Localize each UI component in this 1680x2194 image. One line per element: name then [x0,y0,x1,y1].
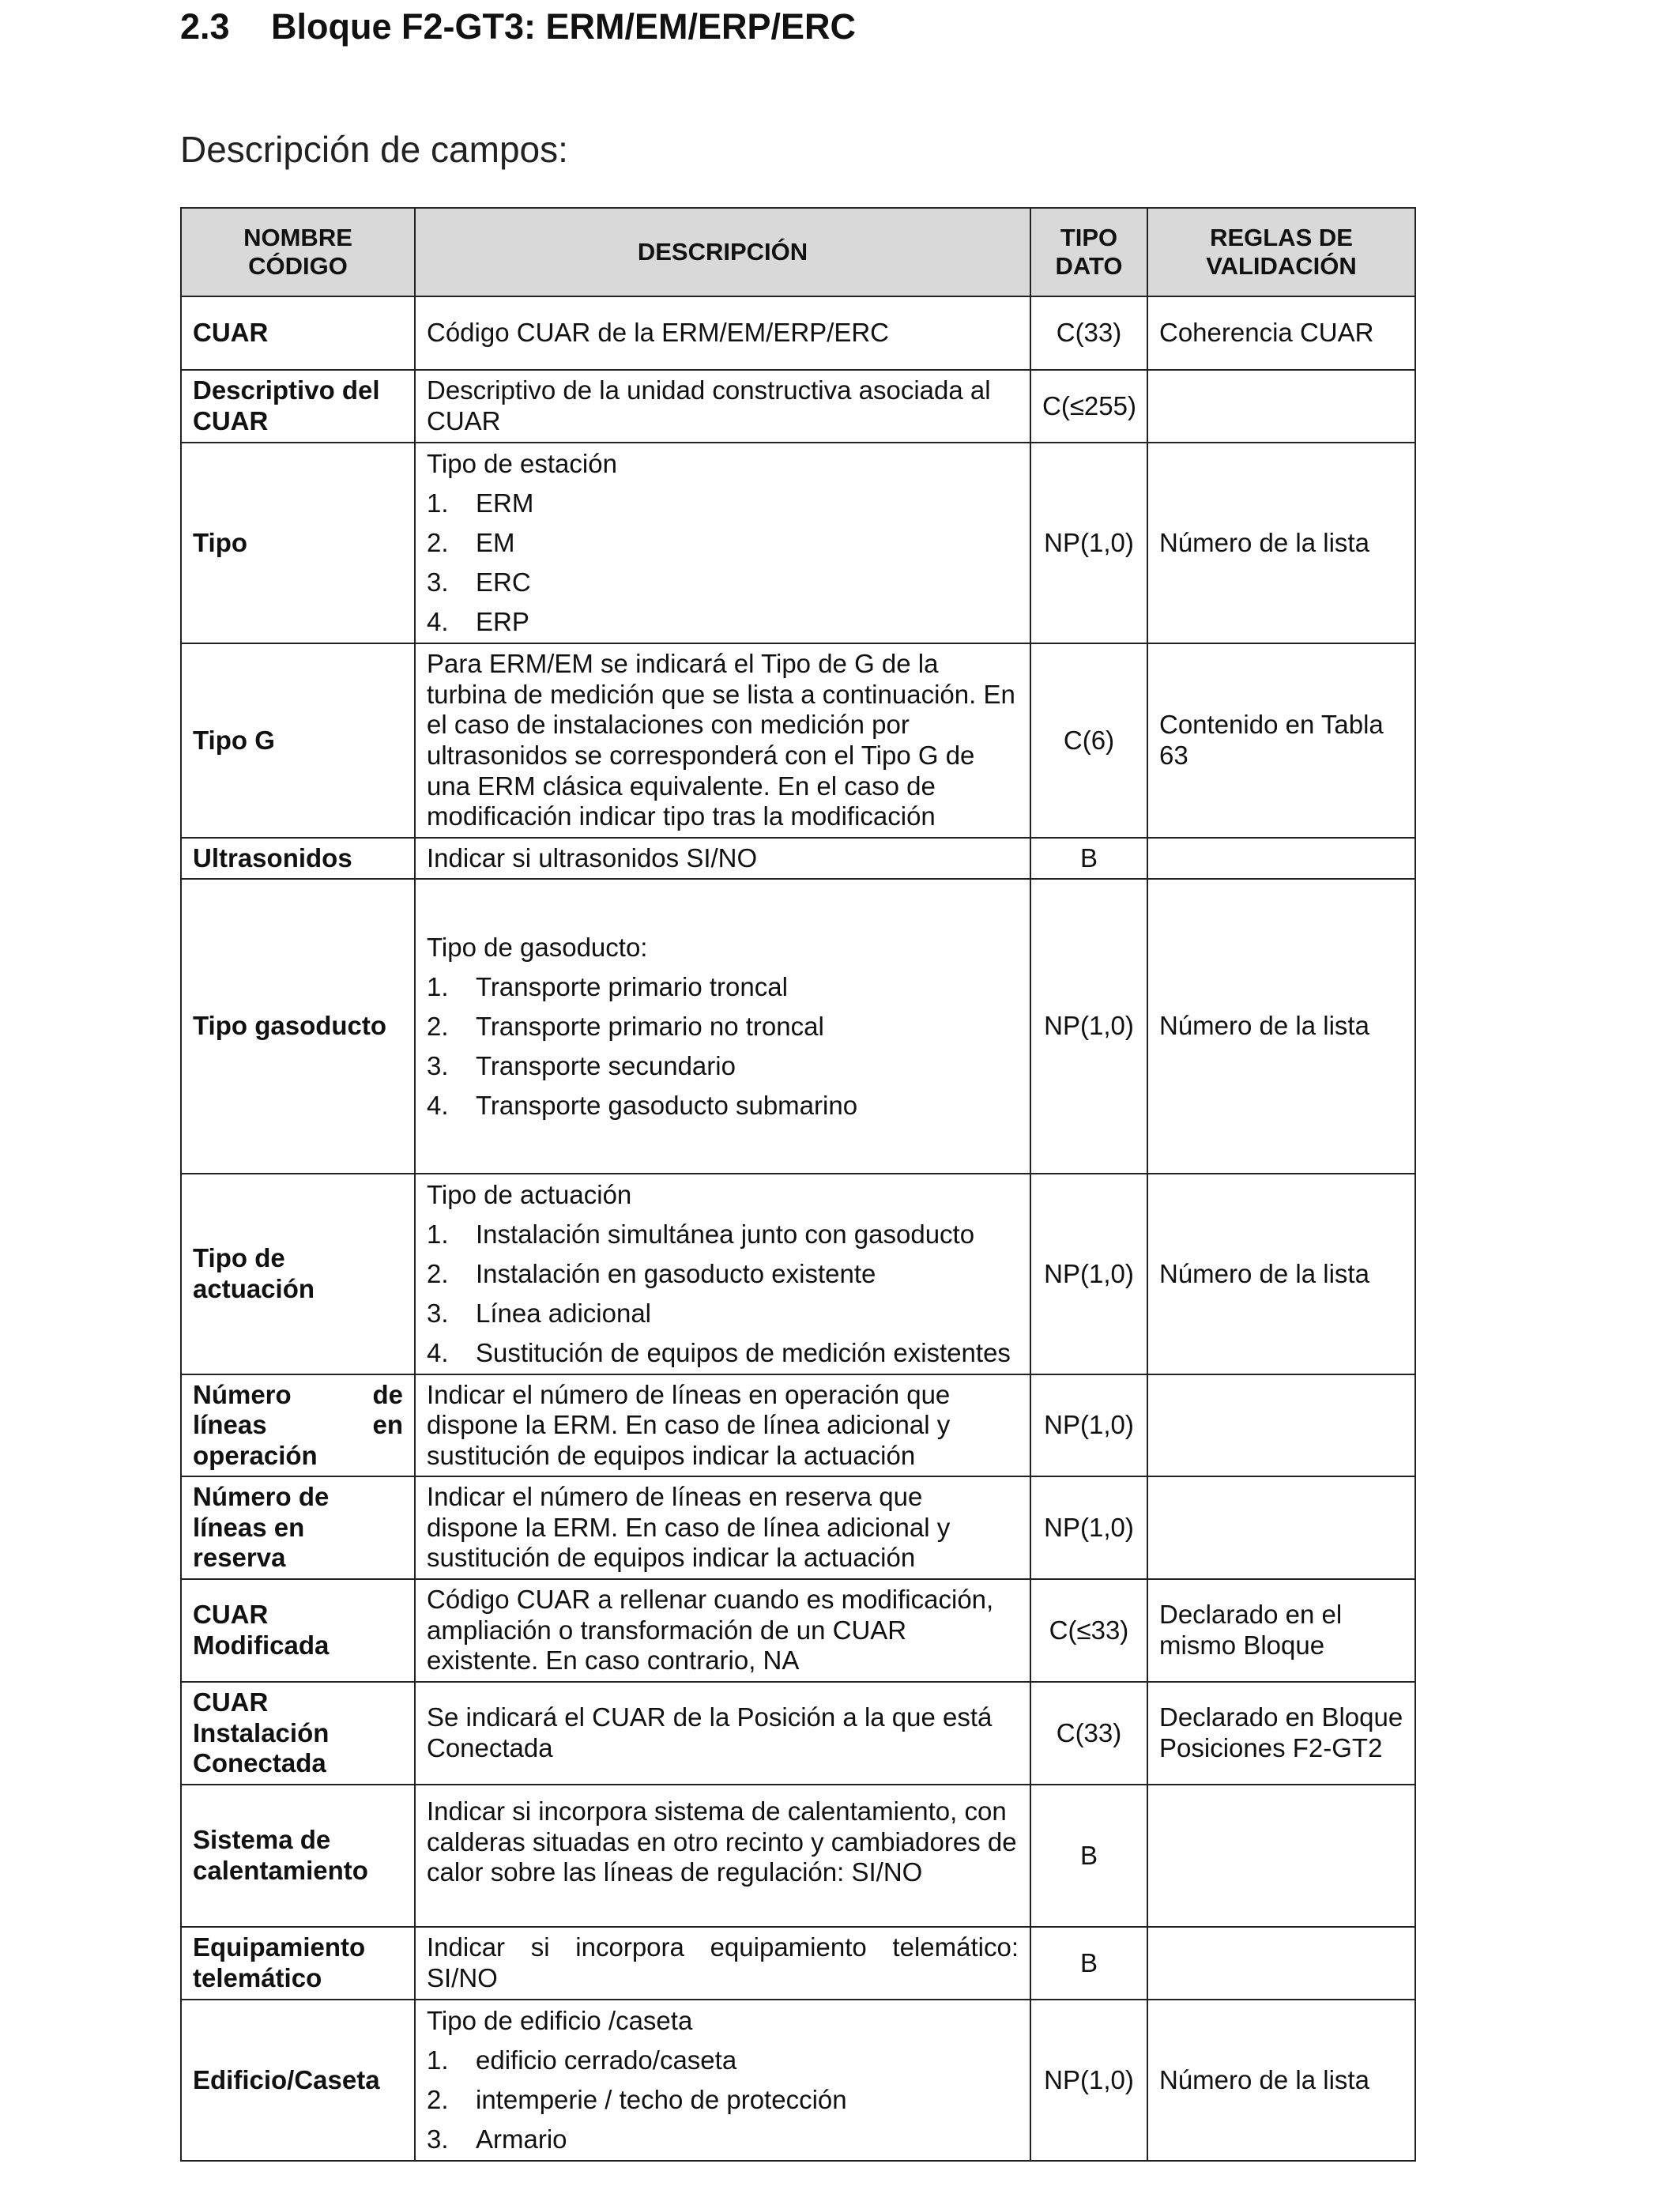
fields-subtitle: Descripción de campos: [180,129,568,170]
field-rules [1147,1927,1415,2000]
field-rules [1147,1476,1415,1579]
options-list [427,967,1019,1125]
field-rules: Contenido en Tabla 63 [1147,643,1415,838]
list-item: 1. edificio cerrado/caseta [427,2045,737,2075]
field-rules [1147,1374,1415,1476]
table-row [181,879,1415,1174]
list-item: 1. Instalación simultánea junto con gasoducto [427,1220,975,1249]
header-row [181,208,1415,296]
field-name: Tipo de actuación [181,1174,415,1374]
field-rules: Declarado en Bloque Posiciones F2-GT2 [1147,1682,1415,1785]
field-type: B [1030,1785,1147,1927]
table-row [181,1174,1415,1374]
field-type: C(6) [1030,643,1147,838]
header-type: TIPO DATO [1030,208,1147,296]
field-name: Número de líneas en reserva [181,1476,415,1579]
options-list [427,2041,1019,2159]
table-row [181,2000,1415,2161]
field-rules: Número de la lista [1147,1174,1415,1374]
field-description: Indicar si incorpora sistema de calentamiento, con calderas situadas en otro recinto y cambiadores de calor sobre las líneas de regulación: SI/NO [415,1785,1030,1927]
field-type: C(≤255) [1030,370,1147,443]
field-description: Indicar el número de líneas en operación que dispone la ERM. En caso de línea adicional y sustitución de equipos indicar la actuación [415,1374,1030,1476]
section-heading [180,6,856,47]
header-name: NOMBRE CÓDIGO [181,208,415,296]
field-name: Número de líneas en operación [181,1374,415,1476]
header-description: DESCRIPCIÓN [415,208,1030,296]
options-list [427,484,1019,642]
list-intro: Tipo de gasoducto: [427,932,648,962]
list-item: 3. Línea adicional [427,1299,652,1328]
list-item: 3. Transporte secundario [427,1050,736,1080]
list-item: 2. Transporte primario no troncal [427,1011,824,1041]
field-name: Tipo G [181,643,415,838]
list-item: 4. Sustitución de equipos de medición existentes [427,1338,1011,1367]
list-item: 2. EM [427,528,515,557]
table-row [181,296,1415,370]
field-rules: Número de la lista [1147,879,1415,1174]
field-name: Ultrasonidos [181,838,415,879]
field-description: Indicar si ultrasonidos SI/NO [415,838,1030,879]
field-rules [1147,838,1415,879]
table-row [181,443,1415,643]
field-description: Se indicará el CUAR de la Posición a la que está Conectada [415,1682,1030,1785]
field-name: Sistema de calentamiento [181,1785,415,1927]
table-row [181,643,1415,838]
field-type: NP(1,0) [1030,1374,1147,1476]
field-type: B [1030,1927,1147,2000]
table-row [181,1927,1415,2000]
field-rules: Número de la lista [1147,443,1415,643]
field-type: NP(1,0) [1030,443,1147,643]
field-name: CUAR Instalación Conectada [181,1682,415,1785]
field-description [415,1174,1030,1374]
field-type: NP(1,0) [1030,879,1147,1174]
section-title: Bloque F2-GT3: ERM/EM/ERP/ERC [271,6,857,47]
field-type: C(≤33) [1030,1579,1147,1682]
list-item: 2. Instalación en gasoducto existente [427,1259,876,1288]
field-type: B [1030,838,1147,879]
list-intro: Tipo de actuación [427,1180,632,1209]
field-description: Código CUAR a rellenar cuando es modificación, ampliación o transformación de un CUAR existente. En caso contrario, NA [415,1579,1030,1682]
field-type: C(33) [1030,296,1147,370]
field-type: C(33) [1030,1682,1147,1785]
table-row [181,1682,1415,1785]
field-type: NP(1,0) [1030,2000,1147,2161]
section-number: 2.3 [180,6,230,47]
list-item: 1. Transporte primario troncal [427,971,788,1001]
field-rules: Coherencia CUAR [1147,296,1415,370]
field-description: Descriptivo de la unidad constructiva asociada al CUAR [415,370,1030,443]
field-name: Equipamiento telemático [181,1927,415,2000]
table-row [181,1374,1415,1476]
list-intro: Tipo de estación [427,449,617,478]
field-description [415,879,1030,1174]
field-rules [1147,1785,1415,1927]
field-description: Indicar si incorpora equipamiento telemático: SI/NO [415,1927,1030,2000]
list-item: 2. intemperie / techo de protección [427,2085,847,2114]
list-item: 1. ERM [427,488,534,518]
field-name: Descriptivo del CUAR [181,370,415,443]
table-row [181,370,1415,443]
field-description: Para ERM/EM se indicará el Tipo de G de la turbina de medición que se lista a continuación. En el caso de instalaciones con medición por ultrasonidos se corresponderá con el Tipo G de una ERM clásica equivalente. En el caso de modificación indicar tipo tras la modificación [415,643,1030,838]
list-item: 4. ERP [427,607,529,636]
field-type: NP(1,0) [1030,1174,1147,1374]
field-name: Edificio/Caseta [181,2000,415,2161]
table-row [181,1579,1415,1682]
options-list [427,1215,1019,1373]
list-item: 3. Armario [427,2124,567,2154]
field-name: Tipo gasoducto [181,879,415,1174]
field-type: NP(1,0) [1030,1476,1147,1579]
field-name: CUAR Modificada [181,1579,415,1682]
field-rules: Número de la lista [1147,2000,1415,2161]
list-intro: Tipo de edificio /caseta [427,2006,693,2035]
header-rules: REGLAS DE VALIDACIÓN [1147,208,1415,296]
field-description: Indicar el número de líneas en reserva que dispone la ERM. En caso de línea adicional y sustitución de equipos indicar la actuación [415,1476,1030,1579]
field-description [415,443,1030,643]
field-description [415,2000,1030,2161]
field-rules [1147,370,1415,443]
table-row [181,1785,1415,1927]
field-description: Código CUAR de la ERM/EM/ERP/ERC [415,296,1030,370]
field-name: CUAR [181,296,415,370]
list-item: 4. Transporte gasoducto submarino [427,1090,858,1120]
table-row [181,838,1415,879]
list-item: 3. ERC [427,567,531,597]
fields-table [180,207,1416,2162]
table-row [181,1476,1415,1579]
field-rules: Declarado en el mismo Bloque [1147,1579,1415,1682]
field-name: Tipo [181,443,415,643]
